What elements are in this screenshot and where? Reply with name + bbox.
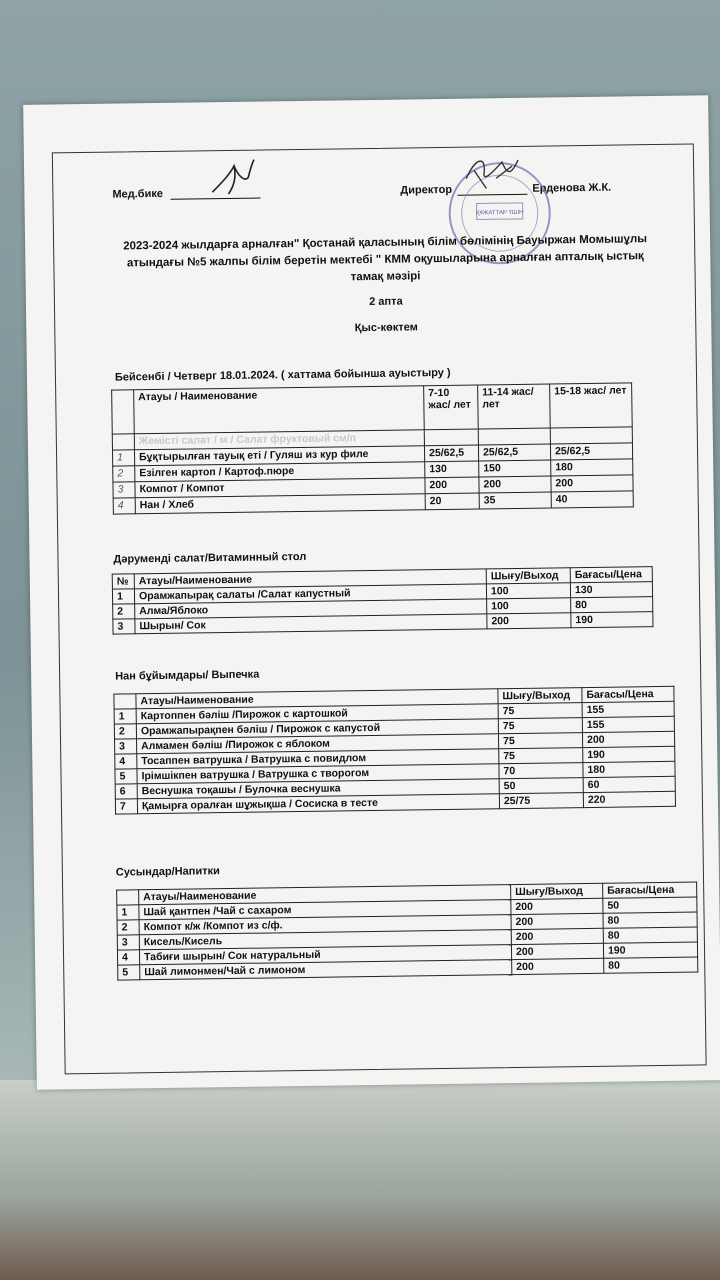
row-price: 80 [571,597,653,613]
name-header: Атауы/Наименование [136,689,498,709]
row-num: 4 [113,498,135,514]
name-header: Атауы / Наименование [134,386,425,434]
output-header: Шығу/Выход [498,688,582,704]
row-name: Шай қантпен /Чай с сахаром [139,900,511,920]
drinks-table [116,881,698,980]
price-header: Бағасы/Цена [582,686,674,702]
row-price: 80 [603,912,697,928]
row-price: 190 [603,942,697,958]
vitamin-heading: Дәрумендi салат/Витаминный стол [113,550,307,566]
bakery-heading: Нан бұйымдары/ Выпечка [115,668,260,683]
price-header: Бағасы/Цена [570,567,652,583]
name-header: Атауы/Наименование [139,885,511,905]
row-num: 2 [117,920,139,935]
row-num: 1 [114,709,136,724]
title-line-1: 2023-2024 жылдарға арналған" Қостанай қаласының білім бөлімінің Бауыржан Момышұлы [123,233,648,253]
row-num: 5 [118,965,140,980]
age-15-18-header: 15-18 жас/ лет [550,383,633,428]
row-num: 2 [114,724,136,739]
output-header: Шығу/Выход [511,883,603,899]
row-num: 2 [113,466,135,482]
row-name: Тосаппен ватрушка / Ватрушка с повидлом [137,749,499,769]
row-num: 3 [113,619,135,634]
row-value-7-10: 200 [425,477,479,494]
background-bottom [0,1080,720,1280]
row-output: 200 [511,928,603,944]
bakery-table [113,686,676,815]
week-label: 2 апта [369,295,403,309]
row-num: 3 [117,935,139,950]
row-value-11-14: 25/62,5 [478,444,550,461]
row-price: 190 [583,746,675,762]
row-output: 70 [499,763,583,779]
row-name: Компот к/ж /Компот из с/ф. [139,915,511,935]
row-output: 200 [511,898,603,914]
row-num: 3 [113,482,135,498]
row-value-11-14: 200 [479,476,551,493]
row-value-7-10: 20 [425,493,479,510]
row-value-7-10: 130 [425,461,479,478]
row-value-11-14: 35 [479,492,551,509]
row-output: 50 [499,778,583,794]
row-price: 180 [583,761,675,777]
vitamin-table [112,566,654,635]
day-heading: Бейсенбі / Четверг 18.01.2024. ( хаттама бойынша ауыстыру ) [114,366,451,384]
row-name: Табиғи шырын/ Сок натуральный [139,945,511,965]
row-num: 5 [115,769,137,784]
price-header: Бағасы/Цена [603,882,697,898]
director-label: Директор [400,183,453,197]
age-7-10-header: 7-10 жас/ лет [424,385,479,430]
title-line-2: атындағы №5 жалпы білім беретін мектебі " КММ оқушыларына арналған апталық ыстық [126,250,644,270]
num-header: № [112,574,134,589]
stamp-text: ҚҰЖАТТАР ҮШІН [475,209,524,217]
row-num [112,434,134,450]
row-num: 4 [117,950,139,965]
row-output: 200 [511,913,603,929]
season-label: Қыс-көктем [354,321,418,335]
row-num: 6 [115,784,137,799]
row-output: 75 [498,733,582,749]
row-name: Алмамен бәліш /Пирожок с яблоком [137,734,499,754]
row-price: 60 [583,776,675,792]
row-name: Езілген картоп / Картоф.пюре [135,462,425,482]
row-price: 220 [583,791,675,807]
row-value-15-18: 200 [551,475,633,492]
row-output: 200 [512,958,604,974]
row-name: Жемісті салат / м / Салат фруктовый см/п [134,430,424,450]
row-num: 2 [113,604,135,619]
row-price: 190 [571,612,653,628]
row-price: 80 [603,927,697,943]
row-value-7-10: 25/62,5 [424,445,478,462]
table-header-row [112,383,633,434]
row-output: 75 [498,703,582,719]
title-line-3: тамақ мәзірі [350,270,421,284]
row-num: 1 [112,589,134,604]
row-output: 200 [511,943,603,959]
row-name: Қамырға оралған шұжықша / Сосиска в тесте [137,794,499,814]
row-name: Кисель/Кисель [139,930,511,950]
menu-document [23,95,720,1089]
row-value-15-18: 40 [551,491,633,508]
director-signature [456,148,537,199]
document-title [105,231,666,290]
day-menu-table [111,382,634,514]
med-signature [204,151,265,202]
row-price: 155 [582,716,674,732]
num-header [117,890,139,905]
row-num: 7 [115,799,137,814]
row-output: 100 [486,583,570,599]
row-num: 3 [115,739,137,754]
row-price: 50 [603,897,697,913]
row-name: Орамжапырақпен бәліш / Пирожок с капустой [136,719,498,739]
row-name: Ірімшікпен ватрушка / Ватрушка с творогом [137,764,499,784]
row-value-11-14 [478,428,550,445]
row-name: Орамжапырақ салаты /Салат капустный [134,584,486,604]
age-11-14-header: 11-14 жас/ лет [478,384,551,429]
row-value-15-18 [550,427,632,444]
row-price: 130 [570,582,652,598]
row-name: Веснушка тоқашы / Булочка веснушка [137,779,499,799]
row-name: Бұқтырылған тауық еті / Гуляш из кур филе [134,446,424,466]
row-price: 200 [582,731,674,747]
row-name: Шырын/ Сок [135,614,487,634]
row-value-15-18: 180 [551,459,633,476]
num-header [114,694,136,709]
drinks-heading: Сусындар/Напитки [115,865,220,879]
row-output: 75 [498,718,582,734]
name-header: Атауы/Наименование [134,569,486,589]
row-name: Картоппен бәліш /Пирожок с картошкой [136,704,498,724]
row-num: 1 [112,450,134,466]
row-num: 4 [115,754,137,769]
output-header: Шығу/Выход [486,568,570,584]
row-value-11-14: 150 [479,460,551,477]
row-value-7-10 [424,429,478,446]
row-name: Алма/Яблоко [135,599,487,619]
row-num: 1 [117,905,139,920]
row-price: 80 [604,957,698,973]
row-output: 100 [487,598,571,614]
row-output: 25/75 [499,793,583,809]
num-header [112,390,135,434]
row-output: 75 [499,748,583,764]
director-name: Ерденова Ж.К. [532,181,612,195]
row-price: 155 [582,701,674,717]
row-name: Шай лимонмен/Чай с лимоном [140,960,512,980]
med-label: Мед.бике [112,187,163,201]
row-name: Нан / Хлеб [135,494,425,514]
row-name: Компот / Компот [135,478,425,498]
row-value-15-18: 25/62,5 [550,443,632,460]
row-output: 200 [487,613,571,629]
